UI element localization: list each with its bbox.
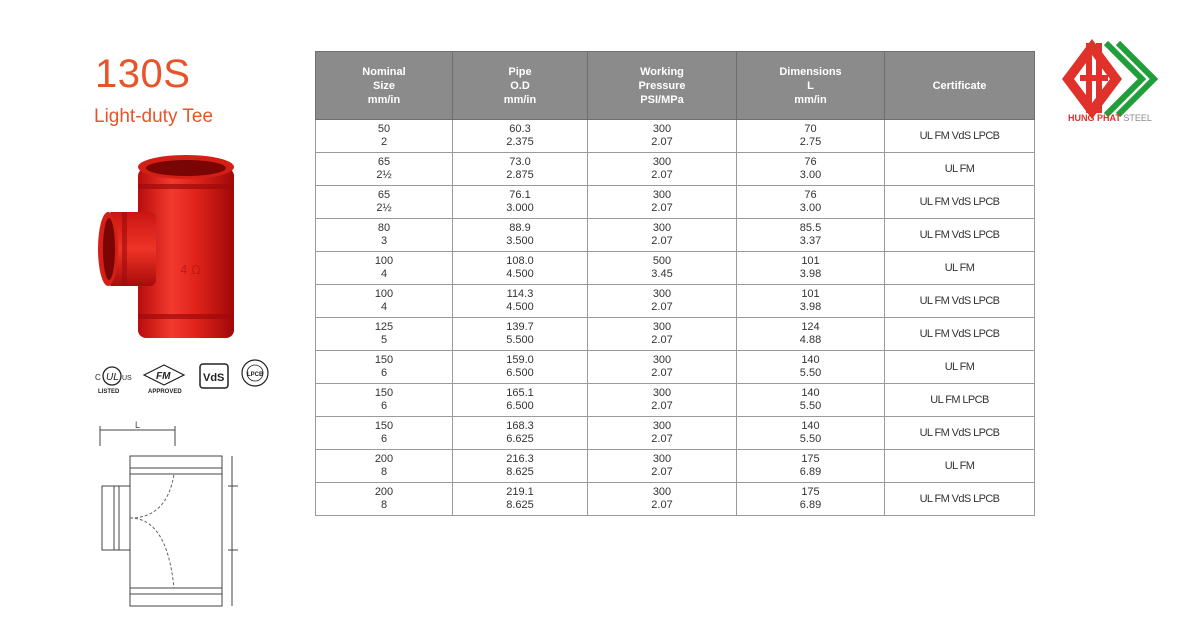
hp-mark-icon <box>1062 39 1154 119</box>
table-row <box>316 153 1035 186</box>
svg-text:US: US <box>122 375 132 382</box>
cell-working-pressure: 300 2.07 <box>588 384 737 417</box>
cell-working-pressure: 300 2.07 <box>588 285 737 318</box>
cell-pipe-od: 76.1 3.000 <box>453 186 588 219</box>
cell-nominal-size: 50 2 <box>316 120 453 153</box>
cell-dimension-l: 101 3.98 <box>737 285 885 318</box>
header-nominal-size: Nominal Size mm/in <box>316 52 453 120</box>
cell-working-pressure: 300 2.07 <box>588 483 737 516</box>
cell-dimension-l: 140 5.50 <box>737 417 885 450</box>
svg-text:FM: FM <box>156 371 171 382</box>
cell-dimension-l: 140 5.50 <box>737 351 885 384</box>
product-name: Light-duty Tee <box>94 106 214 127</box>
table-row <box>316 384 1035 417</box>
header-dimensions: Dimensions L mm/in <box>737 52 885 120</box>
table-row <box>316 417 1035 450</box>
cell-working-pressure: 300 2.07 <box>588 219 737 252</box>
cell-dimension-l: 101 3.98 <box>737 252 885 285</box>
header-certificate: Certificate <box>885 52 1035 120</box>
cell-working-pressure: 300 2.07 <box>588 351 737 384</box>
cell-dimension-l: 140 5.50 <box>737 384 885 417</box>
cell-working-pressure: 300 2.07 <box>588 318 737 351</box>
cell-certificate: UL FM VdS LPCB <box>885 120 1035 153</box>
hung-phat-logo <box>1062 33 1162 125</box>
cell-nominal-size: 100 4 <box>316 285 453 318</box>
cell-pipe-od: 139.7 5.500 <box>453 318 588 351</box>
cell-certificate: UL FM VdS LPCB <box>885 219 1035 252</box>
svg-text:VdS: VdS <box>203 372 225 384</box>
cell-nominal-size: 100 4 <box>316 252 453 285</box>
cell-certificate: UL FM <box>885 153 1035 186</box>
cell-nominal-size: 65 2½ <box>316 186 453 219</box>
table-header-row <box>316 52 1035 120</box>
cell-working-pressure: 300 2.07 <box>588 186 737 219</box>
tee-product-image <box>92 150 242 350</box>
cell-pipe-od: 168.3 6.625 <box>453 417 588 450</box>
cell-dimension-l: 124 4.88 <box>737 318 885 351</box>
ul-listed-logo <box>95 367 132 395</box>
svg-text:C: C <box>95 373 101 382</box>
cell-certificate: UL FM VdS LPCB <box>885 417 1035 450</box>
dimension-l-label: L <box>135 420 141 430</box>
svg-text:APPROVED: APPROVED <box>148 389 182 395</box>
table-row <box>316 186 1035 219</box>
cell-pipe-od: 60.3 2.375 <box>453 120 588 153</box>
cell-pipe-od: 114.3 4.500 <box>453 285 588 318</box>
cell-certificate: UL FM LPCB <box>885 384 1035 417</box>
cell-dimension-l: 76 3.00 <box>737 186 885 219</box>
certification-logos <box>92 358 277 398</box>
vds-logo <box>200 364 228 388</box>
cell-certificate: UL FM <box>885 450 1035 483</box>
cell-certificate: UL FM VdS LPCB <box>885 318 1035 351</box>
cell-working-pressure: 300 2.07 <box>588 450 737 483</box>
cell-certificate: UL FM VdS LPCB <box>885 483 1035 516</box>
cell-nominal-size: 150 6 <box>316 351 453 384</box>
table-row <box>316 252 1035 285</box>
cell-nominal-size: 200 8 <box>316 450 453 483</box>
cell-nominal-size: 150 6 <box>316 384 453 417</box>
table-row <box>316 120 1035 153</box>
header-working-pressure: Working Pressure PSI/MPa <box>588 52 737 120</box>
cell-working-pressure: 300 2.07 <box>588 417 737 450</box>
tee-technical-drawing <box>92 418 252 613</box>
cell-pipe-od: 216.3 8.625 <box>453 450 588 483</box>
spec-table <box>315 51 1035 516</box>
table-row <box>316 351 1035 384</box>
table-row <box>316 318 1035 351</box>
fm-approved-logo <box>144 365 184 395</box>
brand-name: HUNG PHAT STEEL <box>1068 113 1152 123</box>
svg-text:LPCB: LPCB <box>247 372 264 378</box>
table-row <box>316 450 1035 483</box>
table-row <box>316 285 1035 318</box>
cell-dimension-l: 76 3.00 <box>737 153 885 186</box>
cell-certificate: UL FM VdS LPCB <box>885 186 1035 219</box>
cell-working-pressure: 500 3.45 <box>588 252 737 285</box>
svg-text:UL: UL <box>106 372 119 383</box>
cell-pipe-od: 73.0 2.875 <box>453 153 588 186</box>
cell-certificate: UL FM <box>885 252 1035 285</box>
cell-nominal-size: 150 6 <box>316 417 453 450</box>
lpcb-logo <box>242 360 268 386</box>
table-row <box>316 219 1035 252</box>
cell-pipe-od: 88.9 3.500 <box>453 219 588 252</box>
cell-nominal-size: 65 2½ <box>316 153 453 186</box>
svg-text:4 Ω: 4 Ω <box>180 263 201 277</box>
cell-pipe-od: 219.1 8.625 <box>453 483 588 516</box>
svg-text:LISTED: LISTED <box>98 389 120 395</box>
cell-dimension-l: 175 6.89 <box>737 483 885 516</box>
cell-dimension-l: 175 6.89 <box>737 450 885 483</box>
cell-certificate: UL FM VdS LPCB <box>885 285 1035 318</box>
cell-working-pressure: 300 2.07 <box>588 153 737 186</box>
cell-certificate: UL FM <box>885 351 1035 384</box>
cell-working-pressure: 300 2.07 <box>588 120 737 153</box>
header-pipe-od: Pipe O.D mm/in <box>453 52 588 120</box>
cell-nominal-size: 200 8 <box>316 483 453 516</box>
cell-pipe-od: 165.1 6.500 <box>453 384 588 417</box>
cell-dimension-l: 70 2.75 <box>737 120 885 153</box>
cell-nominal-size: 80 3 <box>316 219 453 252</box>
cell-pipe-od: 159.0 6.500 <box>453 351 588 384</box>
cell-dimension-l: 85.5 3.37 <box>737 219 885 252</box>
product-code: 130S <box>95 52 191 96</box>
table-row <box>316 483 1035 516</box>
cell-nominal-size: 125 5 <box>316 318 453 351</box>
cell-pipe-od: 108.0 4.500 <box>453 252 588 285</box>
